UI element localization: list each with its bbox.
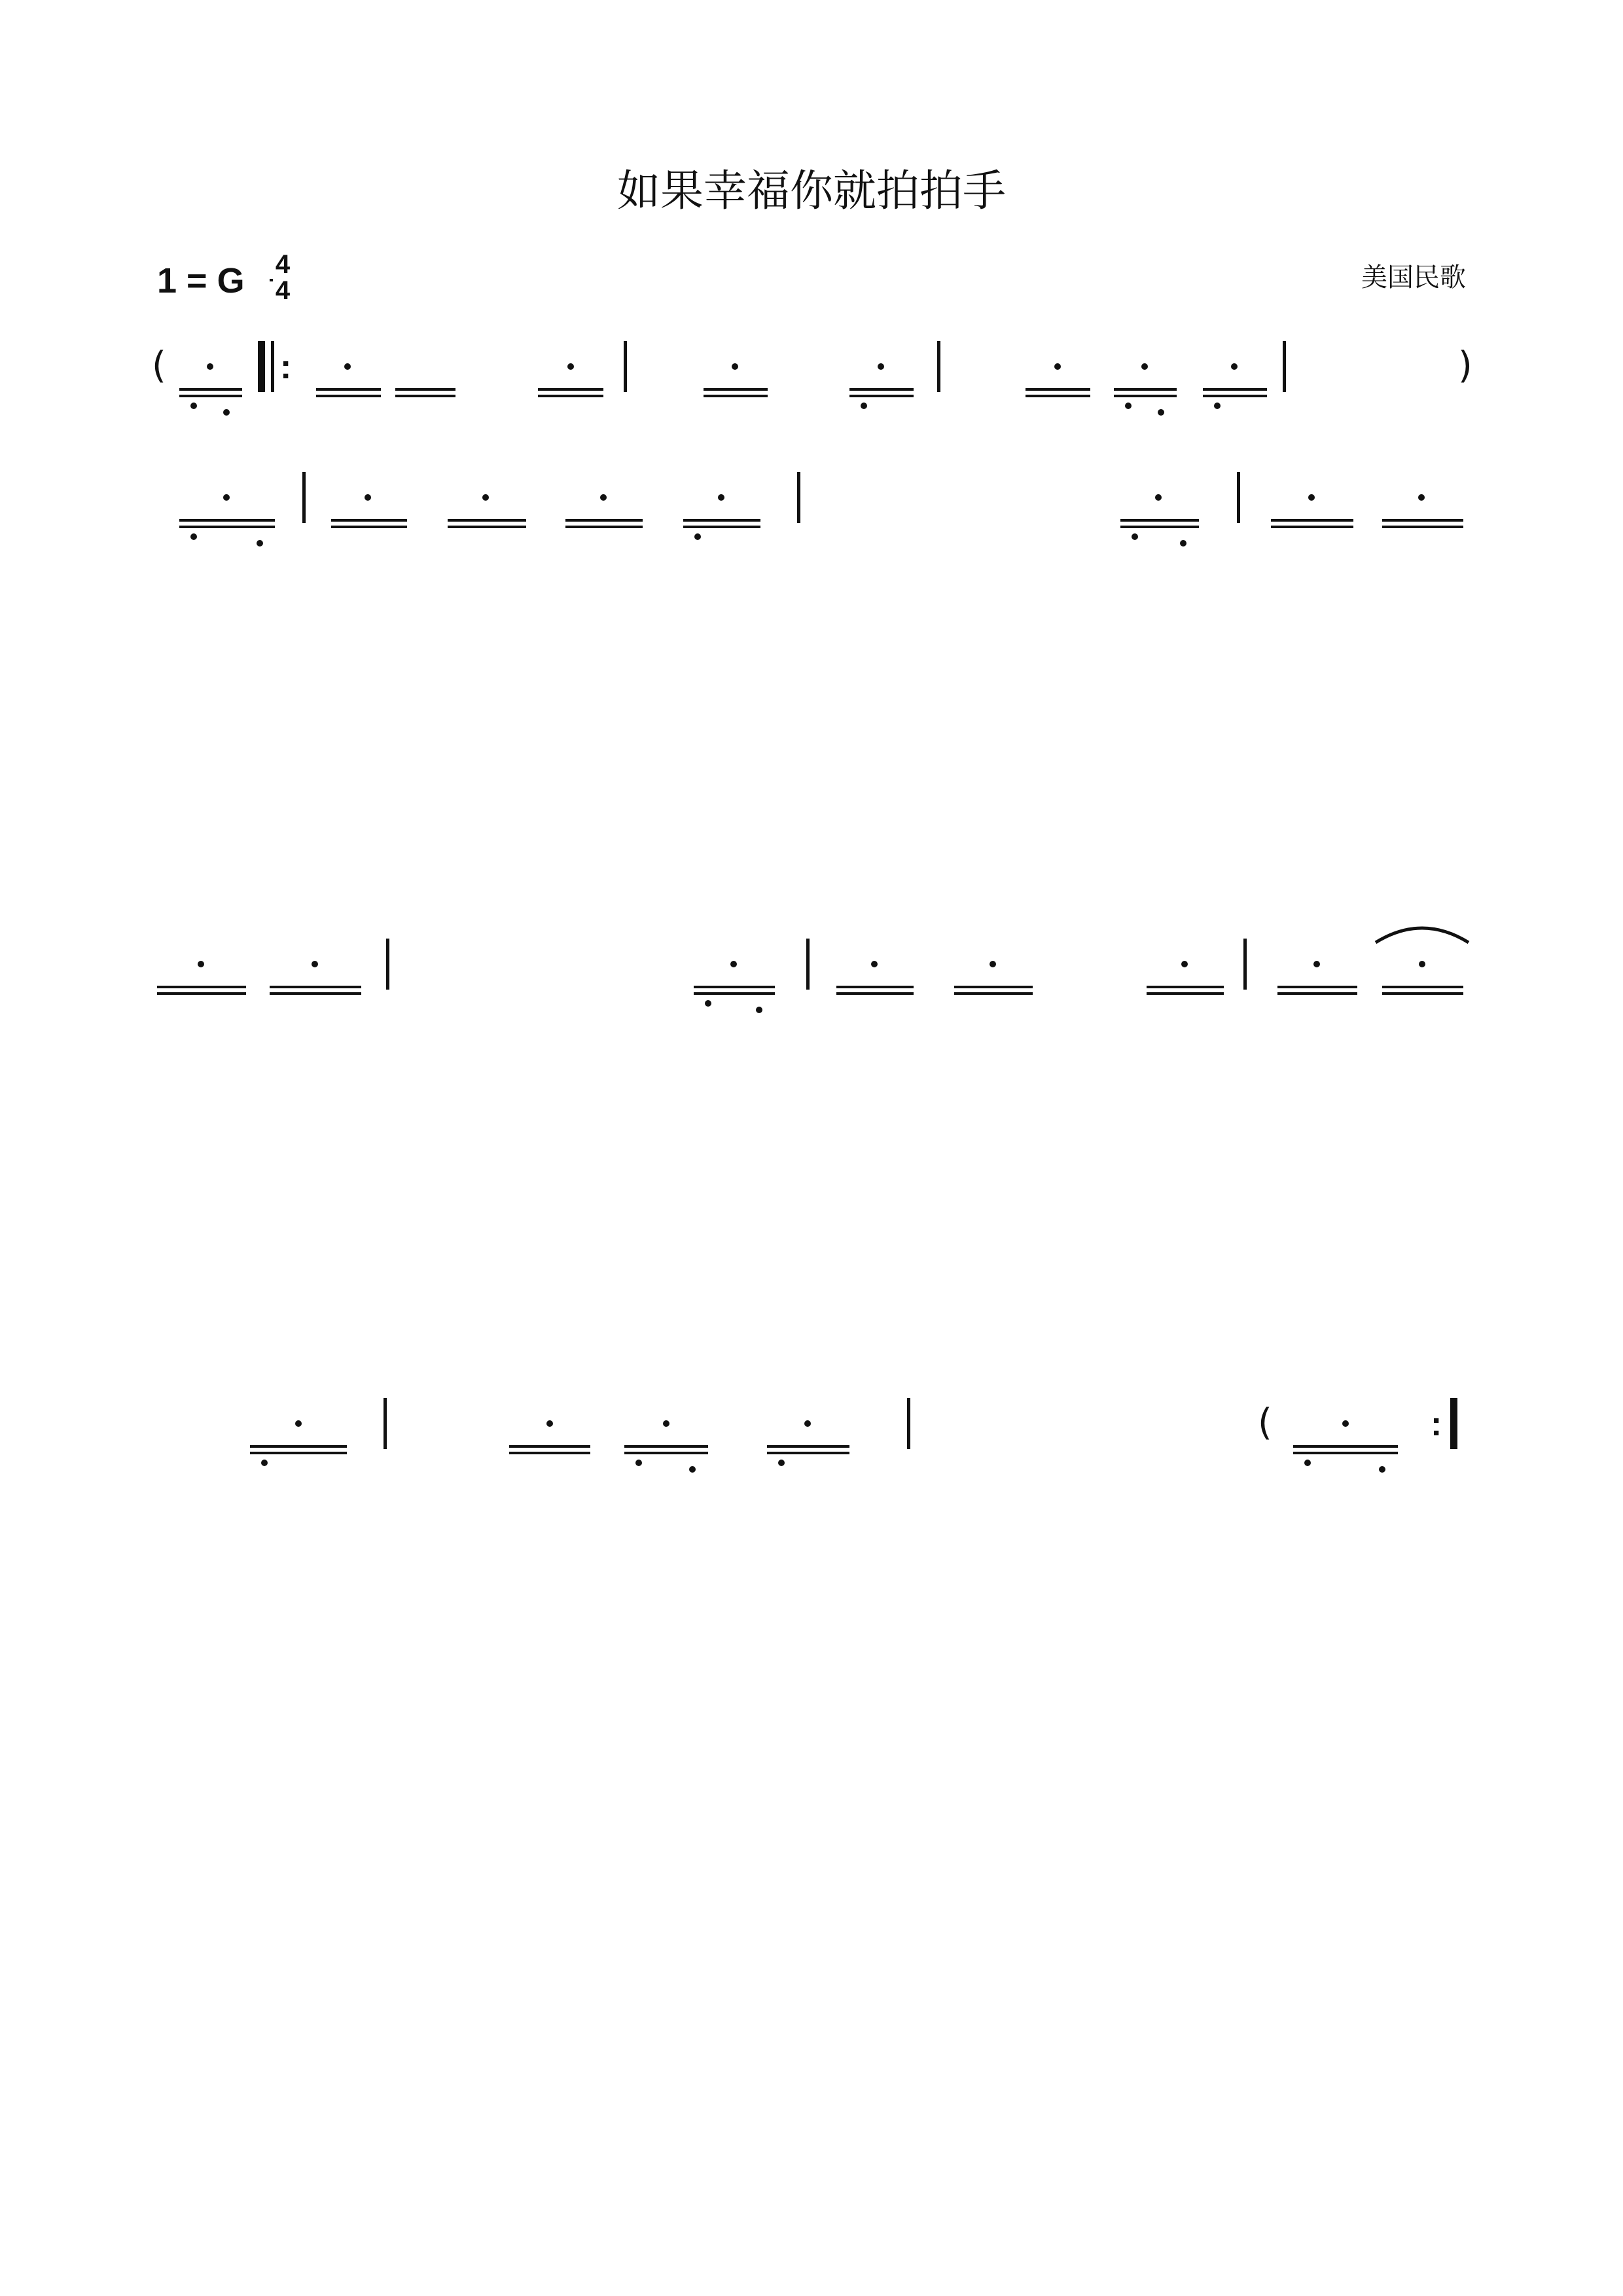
underline [1271,526,1353,528]
underline [157,986,246,988]
augmentation-dot [567,363,574,370]
repeat-colon: : [280,348,292,386]
augmentation-dot [878,363,884,370]
underline [1026,395,1090,397]
underline [1382,519,1463,522]
underline [694,986,775,988]
augmentation-dot [1313,961,1320,967]
augmentation-dot [198,961,204,967]
underline [836,986,914,988]
underline [395,388,455,391]
augmentation-dot [1418,494,1425,501]
underline [509,1445,590,1448]
octave-dot [861,403,867,409]
underline [270,992,361,995]
underline [1382,992,1463,995]
underline [704,395,768,397]
augmentation-dot [600,494,607,501]
underline [1293,1452,1398,1454]
key-signature: 1 = G [157,261,245,300]
augmentation-dot [1155,494,1162,501]
underline [1147,986,1224,988]
underline [448,526,526,528]
octave-dot [190,403,197,409]
octave-dot [190,533,197,540]
underline [538,395,603,397]
time-signature-top: 4 [275,250,291,279]
augmentation-dot [207,363,213,370]
augmentation-dot [1231,363,1238,370]
underline [1120,526,1199,528]
barline [806,939,810,990]
underline [1277,992,1357,995]
octave-dot [1180,540,1186,547]
outro-open-paren: ( [1258,1401,1272,1444]
octave-dot [257,540,263,547]
underline [538,388,603,391]
octave-dot [705,1000,711,1007]
underline [624,1452,708,1454]
underline [1203,388,1267,391]
underline [1293,1445,1398,1448]
time-signature-bottom: 4 [275,276,291,305]
underline [331,526,407,528]
intro-close-paren: ) [1458,344,1472,387]
underline [954,986,1033,988]
augmentation-dot [990,961,996,967]
barline [1237,472,1240,523]
underline [694,992,775,995]
underline [1114,395,1177,397]
underline [179,526,275,528]
augmentation-dot [1141,363,1148,370]
underline [565,519,643,522]
octave-dot [1158,409,1164,416]
repeat-thick-bar [258,341,265,392]
song-title: 如果幸福你就拍拍手 [617,166,1006,216]
underline [250,1452,347,1454]
augmentation-dot [663,1420,669,1427]
augmentation-dot [546,1420,553,1427]
barline [386,939,389,990]
barline [937,341,940,392]
octave-dot [223,409,230,416]
octave-dot [1379,1466,1385,1473]
underline [250,1445,347,1448]
augmentation-dot [1181,961,1188,967]
barline [624,341,627,392]
barline [383,1398,387,1449]
underline [1271,519,1353,522]
octave-dot [1132,533,1138,540]
octave-dot [778,1460,785,1466]
augmentation-dot [1308,494,1315,501]
augmentation-dot [804,1420,811,1427]
underline [767,1452,849,1454]
octave-dot [261,1460,268,1466]
underline [395,395,455,397]
underline [316,395,381,397]
underline [1277,986,1357,988]
octave-dot [1304,1460,1311,1466]
augmentation-dot [730,961,737,967]
underline [331,519,407,522]
underline [954,992,1033,995]
underline [704,388,768,391]
repeat-end-thick-bar [1450,1398,1457,1449]
augmentation-dot [344,363,351,370]
underline [179,519,275,522]
underline [1203,395,1267,397]
underline [157,992,246,995]
augmentation-dot [223,494,230,501]
octave-dot [1214,403,1221,409]
underline [849,388,914,391]
underline [683,526,760,528]
underline [1114,388,1177,391]
underline [1147,992,1224,995]
repeat-thin-bar [271,341,274,392]
underline [1120,519,1199,522]
barline [907,1398,910,1449]
underline [509,1452,590,1454]
barline [797,472,800,523]
underline [316,388,381,391]
octave-dot [635,1460,642,1466]
underline [1026,388,1090,391]
barline [302,472,306,523]
tie-arc [1373,919,1471,945]
octave-dot [756,1007,762,1013]
underline [448,519,526,522]
underline [849,395,914,397]
augmentation-dot [482,494,489,501]
underline [1382,986,1463,988]
augmentation-dot [1419,961,1425,967]
underline [683,519,760,522]
underline [179,395,242,397]
underline [1382,526,1463,528]
octave-dot [694,533,701,540]
augmentation-dot [732,363,738,370]
augmentation-dot [312,961,318,967]
underline [270,986,361,988]
composer-credit: 美国民歌 [1361,262,1466,293]
augmentation-dot [365,494,371,501]
intro-open-paren: ( [152,344,166,387]
augmentation-dot [295,1420,302,1427]
underline [624,1445,708,1448]
underline [767,1445,849,1448]
barline [1243,939,1247,990]
octave-dot [689,1466,696,1473]
octave-dot [1125,403,1132,409]
augmentation-dot [718,494,724,501]
augmentation-dot [1054,363,1061,370]
augmentation-dot [1342,1420,1349,1427]
underline [836,992,914,995]
time-signature [270,251,296,304]
augmentation-dot [871,961,878,967]
barline [1283,341,1286,392]
repeat-end-colon: : [1431,1405,1442,1443]
underline [565,526,643,528]
underline [179,388,242,391]
